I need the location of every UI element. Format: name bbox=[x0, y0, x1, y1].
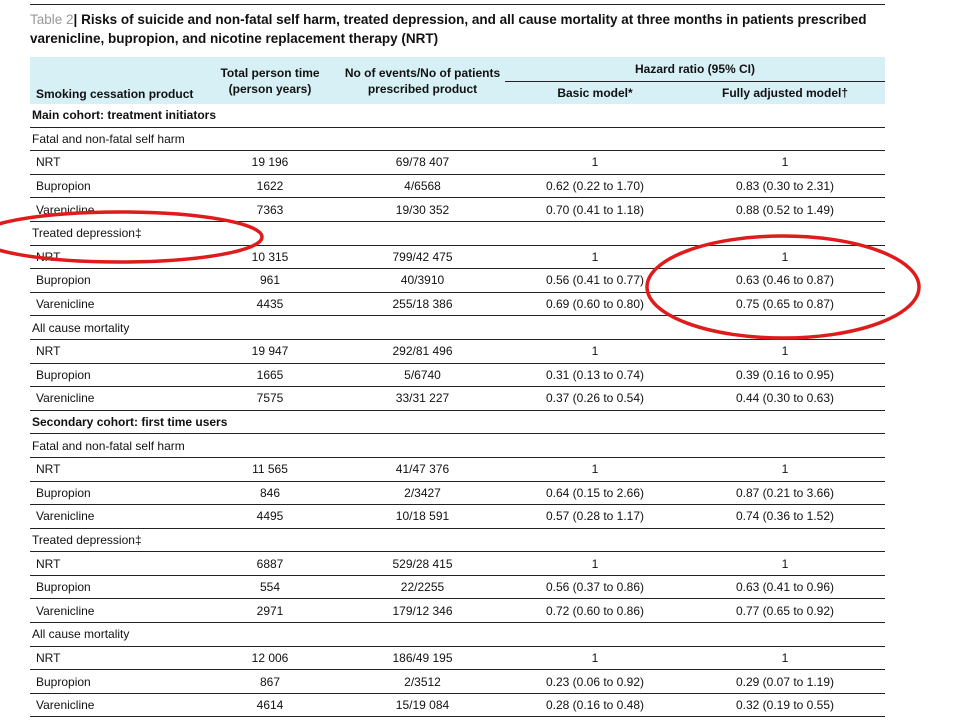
adjusted-model-cell: 0.39 (0.16 to 0.95) bbox=[685, 363, 885, 387]
group-row bbox=[30, 316, 885, 340]
adjusted-model-cell: 0.44 (0.30 to 0.63) bbox=[685, 387, 885, 411]
header-events: No of events/No of patients prescribed product bbox=[340, 57, 505, 104]
section-label: Main cohort: treatment initiators bbox=[30, 104, 885, 127]
table-row bbox=[30, 646, 885, 670]
events-cell: 33/31 227 bbox=[340, 387, 505, 411]
basic-model-cell: 0.69 (0.60 to 0.80) bbox=[505, 292, 685, 316]
adjusted-model-cell: 0.88 (0.52 to 1.49) bbox=[685, 198, 885, 222]
header-adjusted-model: Fully adjusted model† bbox=[685, 82, 885, 105]
person-time-cell: 4435 bbox=[200, 292, 340, 316]
product-cell: NRT bbox=[30, 151, 200, 175]
table-row bbox=[30, 245, 885, 269]
group-row bbox=[30, 434, 885, 458]
basic-model-cell: 0.37 (0.26 to 0.54) bbox=[505, 387, 685, 411]
product-cell: Varenicline bbox=[30, 292, 200, 316]
basic-model-cell: 1 bbox=[505, 552, 685, 576]
basic-model-cell: 1 bbox=[505, 646, 685, 670]
product-cell: NRT bbox=[30, 552, 200, 576]
person-time-cell: 1665 bbox=[200, 363, 340, 387]
adjusted-model-cell: 0.32 (0.19 to 0.55) bbox=[685, 693, 885, 717]
header-hazard-ratio: Hazard ratio (95% CI) bbox=[505, 57, 885, 82]
basic-model-cell: 1 bbox=[505, 245, 685, 269]
table-row bbox=[30, 198, 885, 222]
events-cell: 186/49 195 bbox=[340, 646, 505, 670]
table-label: Table 2 bbox=[30, 12, 74, 27]
group-label: All cause mortality bbox=[30, 316, 885, 340]
person-time-cell: 6887 bbox=[200, 552, 340, 576]
events-cell: 255/18 386 bbox=[340, 292, 505, 316]
events-cell: 2/3512 bbox=[340, 670, 505, 694]
section-label: Secondary cohort: first time users bbox=[30, 410, 885, 434]
events-cell: 15/19 084 bbox=[340, 693, 505, 717]
group-label: Fatal and non-fatal self harm bbox=[30, 127, 885, 151]
events-cell: 19/30 352 bbox=[340, 198, 505, 222]
adjusted-model-cell: 1 bbox=[685, 552, 885, 576]
events-cell: 799/42 475 bbox=[340, 245, 505, 269]
person-time-cell: 4614 bbox=[200, 693, 340, 717]
group-label: Treated depression‡ bbox=[30, 221, 885, 245]
product-cell: Bupropion bbox=[30, 269, 200, 293]
basic-model-cell: 0.56 (0.41 to 0.77) bbox=[505, 269, 685, 293]
product-cell: NRT bbox=[30, 245, 200, 269]
basic-model-cell: 0.64 (0.15 to 2.66) bbox=[505, 481, 685, 505]
section-row bbox=[30, 104, 885, 127]
table-row bbox=[30, 363, 885, 387]
product-cell: Varenicline bbox=[30, 387, 200, 411]
adjusted-model-cell: 1 bbox=[685, 339, 885, 363]
person-time-cell: 554 bbox=[200, 575, 340, 599]
basic-model-cell: 1 bbox=[505, 457, 685, 481]
person-time-cell: 2971 bbox=[200, 599, 340, 623]
product-cell: Bupropion bbox=[30, 174, 200, 198]
table-title: Risks of suicide and non-fatal self harm, treated depression, and all cause mortality at three months in patients prescribed varenicline, bupropion, and nicotine replacement therapy (NRT) bbox=[30, 12, 867, 46]
adjusted-model-cell: 0.75 (0.65 to 0.87) bbox=[685, 292, 885, 316]
caption-separator: | bbox=[73, 12, 82, 27]
adjusted-model-cell: 1 bbox=[685, 245, 885, 269]
person-time-cell: 1622 bbox=[200, 174, 340, 198]
events-cell: 69/78 407 bbox=[340, 151, 505, 175]
product-cell: Bupropion bbox=[30, 481, 200, 505]
table-row bbox=[30, 481, 885, 505]
events-cell: 292/81 496 bbox=[340, 339, 505, 363]
adjusted-model-cell: 0.87 (0.21 to 3.66) bbox=[685, 481, 885, 505]
person-time-cell: 19 196 bbox=[200, 151, 340, 175]
basic-model-cell: 0.70 (0.41 to 1.18) bbox=[505, 198, 685, 222]
adjusted-model-cell: 1 bbox=[685, 457, 885, 481]
events-cell: 22/2255 bbox=[340, 575, 505, 599]
basic-model-cell: 0.56 (0.37 to 0.86) bbox=[505, 575, 685, 599]
person-time-cell: 4495 bbox=[200, 505, 340, 529]
basic-model-cell: 0.57 (0.28 to 1.17) bbox=[505, 505, 685, 529]
group-row bbox=[30, 221, 885, 245]
person-time-cell: 11 565 bbox=[200, 457, 340, 481]
adjusted-model-cell: 0.63 (0.41 to 0.96) bbox=[685, 575, 885, 599]
product-cell: NRT bbox=[30, 646, 200, 670]
table-row bbox=[30, 599, 885, 623]
table-row bbox=[30, 457, 885, 481]
table-row bbox=[30, 151, 885, 175]
header-basic-model: Basic model* bbox=[505, 82, 685, 105]
adjusted-model-cell: 0.83 (0.30 to 2.31) bbox=[685, 174, 885, 198]
person-time-cell: 7575 bbox=[200, 387, 340, 411]
header-person-time: Total person time (person years) bbox=[200, 57, 340, 104]
group-label: Treated depression‡ bbox=[30, 528, 885, 552]
table-caption bbox=[30, 10, 870, 48]
product-cell: Bupropion bbox=[30, 363, 200, 387]
table-header bbox=[30, 57, 885, 104]
events-cell: 5/6740 bbox=[340, 363, 505, 387]
product-cell: Bupropion bbox=[30, 670, 200, 694]
product-cell: Bupropion bbox=[30, 575, 200, 599]
product-cell: Varenicline bbox=[30, 198, 200, 222]
person-time-cell: 7363 bbox=[200, 198, 340, 222]
adjusted-model-cell: 0.29 (0.07 to 1.19) bbox=[685, 670, 885, 694]
product-cell: NRT bbox=[30, 457, 200, 481]
group-row bbox=[30, 528, 885, 552]
basic-model-cell: 0.62 (0.22 to 1.70) bbox=[505, 174, 685, 198]
product-cell: Varenicline bbox=[30, 693, 200, 717]
table-row bbox=[30, 174, 885, 198]
person-time-cell: 961 bbox=[200, 269, 340, 293]
basic-model-cell: 0.31 (0.13 to 0.74) bbox=[505, 363, 685, 387]
header-product: Smoking cessation product bbox=[30, 57, 200, 104]
person-time-cell: 12 006 bbox=[200, 646, 340, 670]
table-row bbox=[30, 339, 885, 363]
group-row bbox=[30, 623, 885, 647]
adjusted-model-cell: 0.74 (0.36 to 1.52) bbox=[685, 505, 885, 529]
events-cell: 179/12 346 bbox=[340, 599, 505, 623]
section-row bbox=[30, 410, 885, 434]
basic-model-cell: 0.72 (0.60 to 0.86) bbox=[505, 599, 685, 623]
events-cell: 2/3427 bbox=[340, 481, 505, 505]
adjusted-model-cell: 0.77 (0.65 to 0.92) bbox=[685, 599, 885, 623]
product-cell: Varenicline bbox=[30, 505, 200, 529]
table-row bbox=[30, 670, 885, 694]
events-cell: 10/18 591 bbox=[340, 505, 505, 529]
results-table bbox=[30, 57, 885, 717]
adjusted-model-cell: 1 bbox=[685, 646, 885, 670]
table-row bbox=[30, 387, 885, 411]
table-row bbox=[30, 575, 885, 599]
person-time-cell: 846 bbox=[200, 481, 340, 505]
events-cell: 4/6568 bbox=[340, 174, 505, 198]
product-cell: NRT bbox=[30, 339, 200, 363]
basic-model-cell: 1 bbox=[505, 151, 685, 175]
group-label: All cause mortality bbox=[30, 623, 885, 647]
person-time-cell: 10 315 bbox=[200, 245, 340, 269]
table-row bbox=[30, 693, 885, 717]
product-cell: Varenicline bbox=[30, 599, 200, 623]
table-row bbox=[30, 269, 885, 293]
person-time-cell: 19 947 bbox=[200, 339, 340, 363]
person-time-cell: 867 bbox=[200, 670, 340, 694]
table-body bbox=[30, 104, 885, 717]
adjusted-model-cell: 1 bbox=[685, 151, 885, 175]
group-row bbox=[30, 127, 885, 151]
events-cell: 41/47 376 bbox=[340, 457, 505, 481]
table-row bbox=[30, 292, 885, 316]
basic-model-cell: 1 bbox=[505, 339, 685, 363]
events-cell: 40/3910 bbox=[340, 269, 505, 293]
basic-model-cell: 0.23 (0.06 to 0.92) bbox=[505, 670, 685, 694]
top-rule bbox=[30, 4, 885, 5]
group-label: Fatal and non-fatal self harm bbox=[30, 434, 885, 458]
table-row bbox=[30, 552, 885, 576]
basic-model-cell: 0.28 (0.16 to 0.48) bbox=[505, 693, 685, 717]
events-cell: 529/28 415 bbox=[340, 552, 505, 576]
table-row bbox=[30, 505, 885, 529]
adjusted-model-cell: 0.63 (0.46 to 0.87) bbox=[685, 269, 885, 293]
